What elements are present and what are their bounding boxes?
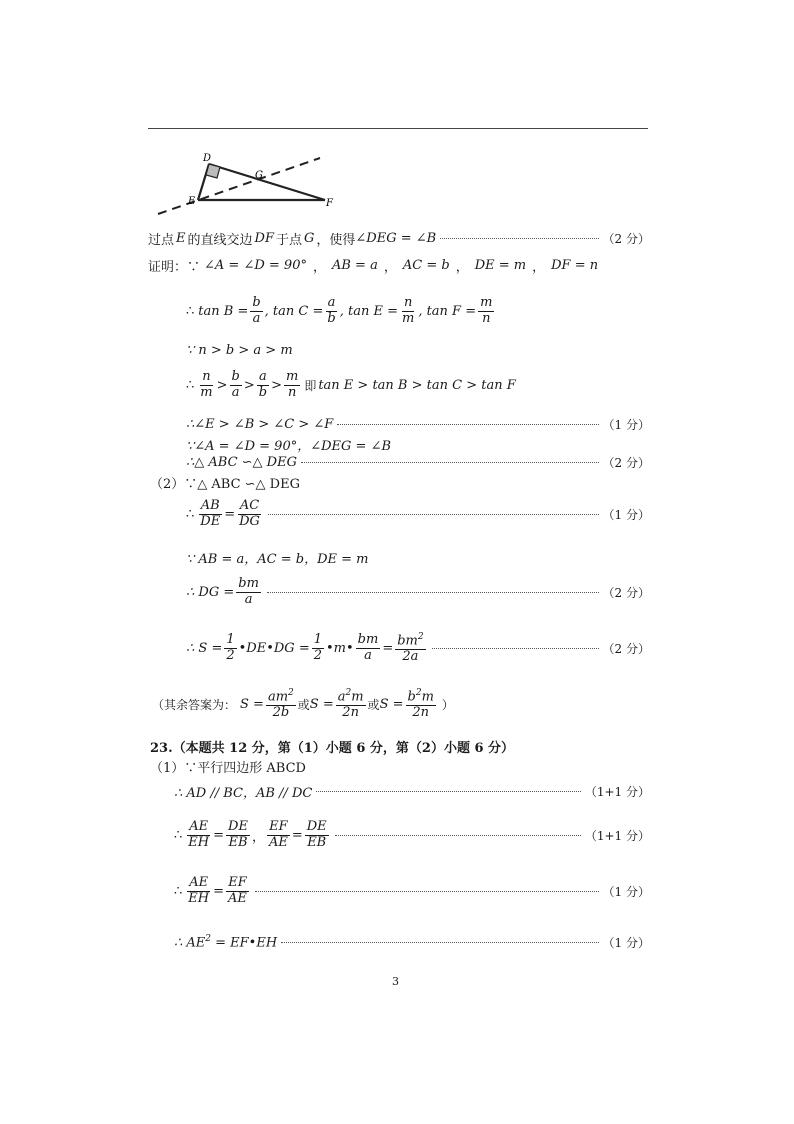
dashed-line-eg [158,158,320,214]
fraction [284,370,300,401]
score: （2 分） [602,232,650,246]
fraction [312,633,324,664]
q23-l4 [174,934,650,951]
exponent: 2 [205,934,212,945]
denominator: AE [228,890,247,906]
eq: DE = m [474,258,527,273]
denominator: a [244,591,253,607]
angle-equation: ∠DEG = ∠B [355,231,437,246]
part1-given: （1）∵平行四边形 ABCD [150,761,306,776]
fraction [236,577,261,608]
denominator: EH [188,890,210,906]
denominator: m [401,310,415,326]
numerator: AE [189,875,209,890]
denominator: a [364,648,372,664]
sep: ， [251,829,265,845]
area-prefix: ∴ S = [186,641,223,657]
score: （1 分） [602,507,650,522]
score: （2 分） [602,585,650,600]
proof-label: 证明：∵ [148,260,201,275]
sep: ， [383,260,397,275]
score: （1 分） [602,418,650,432]
product: = EF•EH [211,935,278,951]
numerator: DE [306,819,327,834]
right-angle-marker [206,164,220,178]
num-tail: m [421,689,434,705]
numerator: n [403,295,413,310]
denominator: n [287,384,297,400]
fraction [400,296,416,327]
denominator: EH [188,834,210,850]
tan-f: , tan F = [418,303,477,319]
q23-l3 [174,876,650,907]
fraction [198,499,222,530]
parallel-statement: ∴ AD // BC，AB // DC [174,786,313,801]
s-eq: S = [309,697,334,713]
dg-equation: ∴ DG = [186,584,235,600]
fraction [406,688,436,721]
q23-l1 [174,782,650,801]
denominator: 2 [313,648,322,664]
text: 的直线交边 [187,233,253,248]
text: 过点 [148,233,175,248]
fraction [266,688,296,721]
side-df-label: DF [254,231,274,246]
q23-header [150,737,514,756]
area-mid: •DE•DG = [238,641,310,657]
num-tail: m [351,689,364,705]
right-angle-line [186,435,391,454]
s-eq: S = [240,697,264,713]
tan-e: , tan E = [339,303,398,319]
numerator: 1 [226,632,235,648]
text: 于点 [275,233,302,248]
num-base: bm [397,633,418,649]
num-base: b [407,689,416,705]
denominator: EB [307,834,327,850]
or-text: 或 [367,698,380,713]
numerator: bm [357,632,379,648]
exponent: 2 [415,688,422,698]
denominator: b [258,384,268,400]
sep: ， [455,260,469,275]
eq: AC = b [402,258,450,273]
denominator: DG [239,513,260,529]
equals: = [213,883,225,899]
part2-label [150,473,300,492]
fraction [186,820,211,851]
score: （1 分） [602,884,650,899]
point-g: G [304,231,315,246]
denominator: EB [228,834,248,850]
denominator: a [252,310,261,326]
numerator: EF [269,819,288,834]
numerator: a [327,295,336,310]
exponent: 2 [417,632,424,642]
fraction [478,296,494,327]
fraction [250,296,262,327]
fraction [395,632,425,665]
score: （2 分） [602,456,650,470]
numerator: a [259,369,267,384]
eq: DF = n [551,258,599,273]
area-mid: •m• [326,641,354,657]
q23-part1 [150,757,306,776]
numerator [336,688,366,706]
fraction [356,633,381,664]
leader-dots [316,791,581,792]
score: （1+1 分） [584,785,650,799]
therefore: ∴ [186,303,195,319]
equals: = [382,641,394,657]
fraction [230,370,242,401]
label-f: F [326,198,333,209]
gt: > [243,377,255,393]
fraction [336,688,366,721]
q23-l2 [174,820,650,851]
numerator: b [252,295,261,310]
num-base: am [267,689,289,705]
label-e: E [188,196,196,207]
similar-line [186,454,650,471]
tan-b: tan B = [198,303,249,319]
numerator [395,632,425,650]
inequality: ∵ n > b > a > m [186,343,293,358]
equals: = [224,506,236,522]
question-header: 23.（本题共 12 分，第（1）小题 6 分，第（2）小题 6 分） [150,741,515,756]
numerator: n [202,369,211,384]
tan-order: tan E > tan B > tan C > tan F [318,377,516,393]
fraction [267,820,290,851]
text: ，使得 [316,233,356,248]
denominator: 2b [272,705,290,721]
part2-area [186,632,650,665]
gt: > [216,377,228,393]
fraction [226,876,249,907]
s-eq: S = [379,697,404,713]
eq: AB = a [331,258,378,273]
numerator: m [480,295,493,310]
score: （2 分） [602,642,650,657]
part2-given-values [186,548,368,567]
part2-ratio [186,499,650,530]
therefore: ∴ [186,377,195,393]
leader-dots [268,514,599,515]
leader-dots [267,592,599,593]
given-values: ∵ AB = a，AC = b，DE = m [186,552,369,567]
numerator: EF [228,875,247,890]
construction-line [148,229,650,248]
leader-dots [440,238,598,239]
fraction [226,820,250,851]
therefore: ∴ [174,827,183,843]
equals: = [291,827,303,843]
numerator: 1 [313,632,322,648]
denominator: DE [200,513,221,529]
therefore: ∴ [186,506,195,522]
eq: ∠A = ∠D = 90° [204,258,307,273]
leader-dots [335,835,581,836]
numerator: m [285,369,299,384]
proof-intro [148,256,598,275]
other-answers-suffix: ） [441,698,454,713]
exponent: 2 [288,688,294,698]
denominator: a [231,384,240,400]
num-base: a [337,689,346,705]
numerator [266,688,296,706]
gt: > [271,377,282,393]
label-d: D [203,153,212,164]
score: （1+1 分） [584,828,650,843]
triangle-figure [150,148,340,218]
denominator: 2 [226,648,235,664]
sep: ， [312,260,326,275]
exponent: 2 [345,688,352,698]
or-text: 或 [297,698,310,713]
ae-base: ∴ AE [174,935,206,951]
denominator: 2n [412,705,430,721]
denominator: b [327,310,336,326]
ae-squared [174,934,277,950]
leader-dots [432,648,599,649]
numerator: AC [239,498,260,513]
numerator: AB [200,498,220,513]
numerator: AE [189,819,209,834]
part2-dg [186,577,650,608]
fraction [198,370,214,401]
therefore: ∴ [174,883,183,899]
point-e: E [176,231,186,246]
angle-order: ∴∠E > ∠B > ∠C > ∠F [186,417,334,432]
top-rule [148,128,648,129]
ratio-line [186,370,516,401]
fraction [186,876,211,907]
denominator: n [482,310,491,326]
numerator: bm [238,576,259,591]
part2-given: （2）∵△ ABC ∽△ DEG [150,477,300,492]
inequality-line [186,343,293,358]
other-answers [152,688,454,721]
leader-dots [301,462,599,463]
denominator: AE [268,834,288,850]
fraction [305,820,329,851]
side-df [209,164,325,200]
denominator: 2a [402,649,419,665]
fraction [224,633,236,664]
similarity: ∴△ ABC ∽△ DEG [186,455,297,470]
score: （1 分） [602,936,650,950]
other-answers-prefix: （其余答案为： [152,698,237,713]
tan-line [186,296,496,327]
ji-text: 即 [304,378,317,393]
fraction [325,296,337,327]
leader-dots [255,891,599,892]
leader-dots [281,942,598,943]
angle-order-line [186,416,650,433]
fraction [237,499,262,530]
equals: = [213,827,225,843]
sep: ， [532,260,546,275]
label-g: G [255,170,263,181]
numerator: b [231,369,240,384]
fraction [257,370,269,401]
numerator [406,688,436,706]
numerator: DE [228,819,248,834]
page-number: 3 [392,975,399,988]
leader-dots [337,424,598,425]
right-angles: ∵∠A = ∠D = 90°，∠DEG = ∠B [186,439,392,454]
tan-c: , tan C = [264,303,324,319]
denominator: m [200,384,213,400]
denominator: 2n [342,705,359,721]
